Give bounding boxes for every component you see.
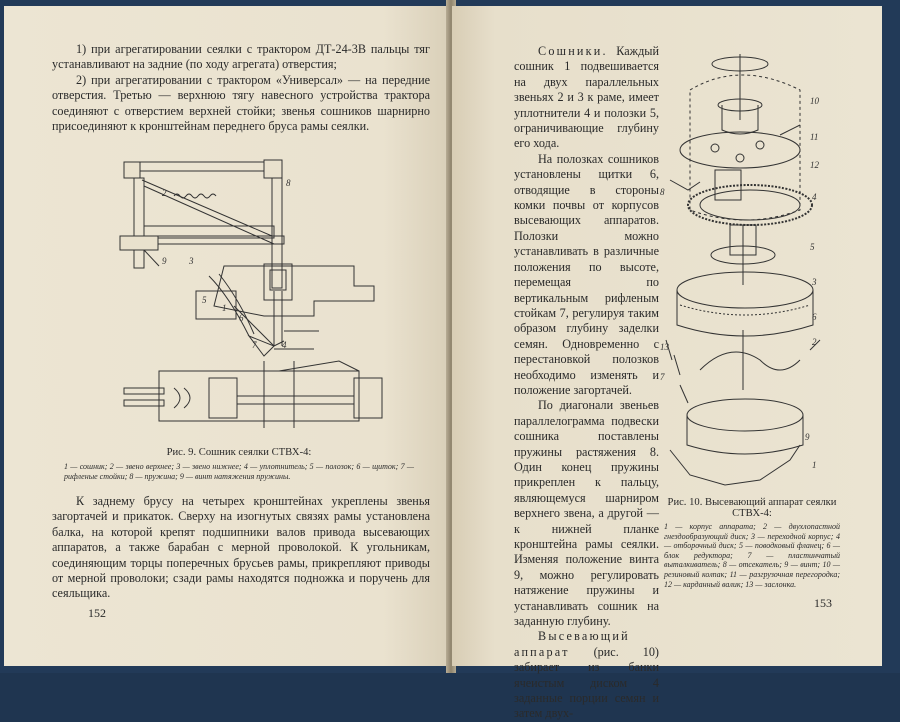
fig10-label-2: 2 <box>812 337 817 347</box>
fig9-label-6: 6 <box>239 313 244 323</box>
fig9-label-1: 1 <box>222 303 227 313</box>
page-number-left: 152 <box>88 606 106 620</box>
figure-10-legend: 1 — корпус аппарата; 2 — двухлопастной гнездообразующий диск; 3 — переходной корпус; 4 — отборочный диск; 5 — поводковый фланец; 6 — блок редуктора; 7 — пластинчатый выталкиватель; 8 — отсекатель; 9 — винт; 10 — резиновый колпак; 11 — разгрузочная перегородка; 12 — карданный валик; 13 — заслонка. <box>664 522 840 589</box>
fig10-label-9: 9 <box>805 432 810 442</box>
fig10-label-12: 12 <box>810 160 819 170</box>
right-para-1: Каждый сошник 1 подвешивается на двух параллельных звеньях 2 и 3 к раме, имеет уплотнители 4 и полозки 5, ограничивающие глубину его хода. <box>514 44 659 151</box>
fig9-label-9: 9 <box>162 256 167 266</box>
fig9-label-5: 5 <box>202 295 207 305</box>
fig10-label-13: 13 <box>660 342 669 352</box>
left-para-2: 2) при агрегатировании с трактором «Универсал» — на передние отверстия. Третью — верхнюю тягу навесного устройства трактора соединяют с отверстием верхней стойки; звенья сошников шарнирно присоединяют к кронштейнам переднего бруса рамы сеялки. <box>52 72 430 134</box>
fig9-label-2: 2 <box>162 188 167 198</box>
fig10-label-3: 3 <box>812 277 817 287</box>
right-page <box>452 6 882 721</box>
page-number-right: 153 <box>814 596 832 610</box>
left-para-1: 1) при агрегатировании сеялки с трактором ДТ-24-3В пальцы тяг устанавливают на задние (по ходу агрегата) отверстия; <box>52 42 430 72</box>
left-text-top <box>52 42 430 134</box>
fig10-label-4: 4 <box>812 192 817 202</box>
heading-vysevayushchiy: Высевающий аппарат <box>514 629 630 659</box>
fig10-label-10: 10 <box>810 96 819 106</box>
right-text-column <box>514 44 659 722</box>
fig10-label-11: 11 <box>810 132 819 142</box>
figure-9-drawing <box>114 156 404 441</box>
fig10-label-8: 8 <box>660 187 665 197</box>
heading-soshniki: Сошники. <box>538 44 608 58</box>
figure-10-drawing <box>660 50 838 492</box>
figure-10-caption: Рис. 10. Высевающий аппарат сеялки СТВХ-4: <box>667 497 837 519</box>
figure-9-legend: 1 — сошник; 2 — звено верхнее; 3 — звено нижнее; 4 — уплотнитель; 5 — полозок; 6 — щиток; 7 — рифленые стойки; 8 — пружина; 9 — винт натяжения пружины. <box>64 462 414 481</box>
right-para-4: (рис. 10) забирает из банки ячеистым диском 4 заданные порции семян и затем двух- <box>514 644 659 721</box>
fig9-label-7: 7 <box>252 340 257 350</box>
right-para-3: По диагонали звеньев параллелограмма подвески сошника поставлены пружины растяжения 8. Один конец пружины прикреплен к пальцу, являющемуся шарниром верхнего звена, а другой — к нижней планке кронштейна рамы сеялки. Изменяя положение винта 9, можно регулировать натяжение пружины и устанавливать сошник на заданную глубину. <box>514 398 659 629</box>
left-para-3: К заднему брусу на четырех кронштейнах укреплены звенья загортачей и прикаток. Сверху на изогнутых связях рамы установлена балка, на которой крепят подшипники валов привода высевающих аппаратов, а также барабан с мерной проволокой. К угольникам, соединяющим торцы поперечных брусьев рамы, прикрепляют приводы от мерной проволоки; сзади рамы находятся подножка и поручень для сеяльщика. <box>52 494 430 601</box>
fig10-label-7: 7 <box>660 372 665 382</box>
fig9-label-4: 4 <box>282 340 287 350</box>
fig9-label-8: 8 <box>286 178 291 188</box>
fig10-label-1: 1 <box>812 460 817 470</box>
fig9-label-3: 3 <box>189 256 194 266</box>
left-text-bottom <box>52 494 430 602</box>
figure-9-caption: Рис. 9. Сошник сеялки СТВХ-4: <box>166 447 312 458</box>
right-para-2: На полозках сошников установлены щитки 6, отводящие в стороны комки почвы от корпусов высевающих аппаратов. Полозки можно устанавливать в различные положения по высоте, перемещая по вертикальным рифленым стойкам 7, регулируя таким образом глубину заделки семян. Одновременно с перестановкой полозков необходимо изменять и положение загортачей. <box>514 151 659 397</box>
left-page <box>4 6 450 666</box>
fig10-label-6: 6 <box>812 312 817 322</box>
fig10-label-5: 5 <box>810 242 815 252</box>
